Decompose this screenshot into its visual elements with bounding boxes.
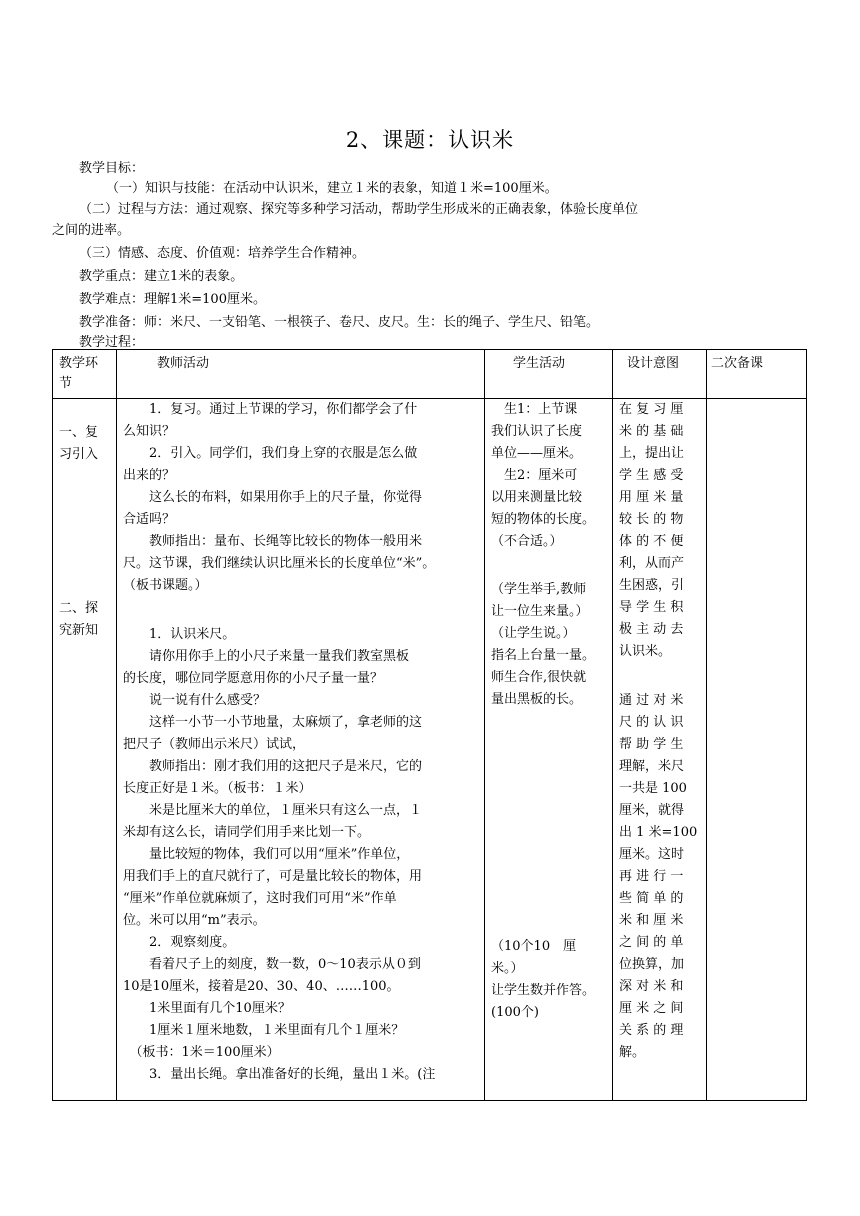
teacher-line: 看着尺子上的刻度，数一数，0～10表示从０到 (123, 957, 421, 972)
student-line: 师生合作,很快就 (491, 670, 587, 685)
student-cell (485, 399, 613, 1101)
lesson-table (52, 349, 807, 1101)
header-stage-line: 节 (59, 376, 73, 391)
header-stage-line: 教学环 (59, 356, 99, 371)
stage-label: 一、复 (59, 425, 99, 440)
design-line: 再 进 行 一 (619, 869, 684, 884)
student-line: 量出黑板的长。 (491, 692, 583, 707)
teacher-cell (117, 399, 485, 1101)
teacher-line: 么知识？ (123, 424, 176, 439)
intro-line: （二）过程与方法：通过观察、探究等多种学习活动，帮助学生形成米的正确表象，体验长度单位 (79, 202, 639, 217)
design-line: 米 和 厘 米 (619, 913, 684, 928)
design-line: 解。 (619, 1045, 646, 1060)
design-line: 厘米。这时 (619, 847, 685, 862)
design-line: 位换算，加 (619, 957, 685, 972)
teacher-line: 2．引入。同学们，我们身上穿的衣服是怎么做 (123, 446, 418, 461)
teacher-line: 1米里面有几个10厘米？ (123, 1001, 291, 1016)
teacher-line: 10是10厘米，接着是20、30、40、……100。 (123, 979, 400, 994)
student-line: 让一位生来量。） (491, 604, 589, 619)
table-header-row (53, 350, 807, 399)
intro-line: 教学重点：建立1米的表象。 (79, 269, 244, 284)
student-line: （学生举手,教师 (491, 582, 587, 597)
design-line: 认识米。 (619, 644, 672, 659)
design-line: 用 厘 米 量 (619, 490, 684, 505)
intro-line: （三）情感、态度、价值观：培养学生合作精神。 (79, 246, 366, 261)
design-line: 较 长 的 物 (619, 512, 684, 527)
teacher-line: 1．认识米尺。 (123, 627, 236, 642)
teacher-line: 长度正好是１米。（板书：１米） (123, 781, 312, 796)
header-teacher (117, 350, 485, 399)
design-line: 通 过 对 米 (619, 693, 684, 708)
student-line: 让学生数并作答。 (491, 983, 596, 998)
design-line: 导 学 生 积 (619, 600, 684, 615)
design-line: 些 简 单 的 (619, 891, 684, 906)
student-line: 生1：上节课 (491, 402, 578, 417)
design-line: 尺 的 认 识 (619, 715, 684, 730)
intro-line: 教学过程： (79, 335, 145, 350)
page-title: 2、课题：认识米 (345, 128, 515, 152)
table-body-row (53, 399, 807, 1101)
header-design-label: 设计意图 (627, 356, 680, 371)
student-line: （不合适。） (491, 534, 563, 549)
stage-label: 习引入 (59, 447, 99, 462)
header-teacher-label: 教师活动 (157, 356, 210, 371)
teacher-line: 教师指出：刚才我们用的这把尺子是米尺，它的 (123, 759, 423, 774)
design-line: 上，提出让 (619, 446, 685, 461)
header-student (485, 350, 613, 399)
design-line: 学 生 感 受 (619, 468, 684, 483)
design-line: 厘米，就得 (619, 803, 685, 818)
student-line: 我们认识了长度 (491, 424, 583, 439)
header-revision-label: 二次备课 (711, 356, 764, 371)
intro-line: 教学目标： (79, 161, 145, 176)
student-line: 短的物体的长度。 (491, 512, 596, 527)
design-line: 关 系 的 理 (619, 1023, 684, 1038)
teacher-line: 教师指出：量布、长绳等比较长的物体一般用米 (123, 534, 423, 549)
teacher-line: 尺。这节课，我们继续认识比厘米长的长度单位“米”。 (123, 556, 436, 571)
teacher-line: 1厘米１厘米地数，１米里面有几个１厘米？ (123, 1023, 405, 1038)
design-line: 深 对 米 和 (619, 979, 684, 994)
design-line: 厘 米 之 间 (619, 1001, 684, 1016)
student-line: （10个10 厘 (491, 939, 577, 954)
design-line: 理解，米尺 (619, 759, 685, 774)
teacher-line: 用我们手上的直尺就行了，可是量比较长的物体，用 (123, 869, 423, 884)
stage-label: 究新知 (59, 623, 99, 638)
teacher-line: “厘米”作单位就麻烦了，这时我们可用“米”作单 (123, 891, 397, 906)
teacher-line: 2．观察刻度。 (123, 935, 236, 950)
header-student-label: 学生活动 (513, 356, 566, 371)
intro-line: （一）知识与技能：在活动中认识米，建立１米的表象，知道１米=100厘米。 (106, 181, 558, 196)
teacher-line: 把尺子（教师出示米尺）试试， (123, 737, 306, 752)
revision-cell (707, 399, 807, 1101)
design-line: 体 的 不 便 (619, 534, 684, 549)
teacher-line: 合适吗？ (123, 512, 176, 527)
student-line: 指名上台量一量。 (491, 648, 596, 663)
teacher-line: （板书课题。） (123, 578, 208, 593)
header-revision (707, 350, 807, 399)
intro-line: 之间的进率。 (52, 223, 131, 238)
student-line: 生2：厘米可 (491, 468, 578, 483)
teacher-line: 这样一小节一小节地量，太麻烦了，拿老师的这 (123, 715, 423, 730)
teacher-line: 出来的？ (123, 468, 176, 483)
teacher-line: 请你用你手上的小尺子来量一量我们教室黑板 (123, 649, 410, 664)
teacher-line: 量比较短的物体，我们可以用“厘米”作单位， (123, 847, 410, 862)
header-stage (53, 350, 117, 399)
design-line: 利，从而产 (619, 556, 685, 571)
design-line: 在 复 习 厘 (619, 402, 684, 417)
student-line: 米。） (491, 961, 524, 976)
teacher-line: 说一说有什么感受？ (123, 693, 267, 708)
teacher-line: （板书：1米＝100厘米） (123, 1045, 280, 1060)
stage-cell (53, 399, 117, 1101)
design-line: 出 1 米=100 (619, 825, 698, 840)
teacher-line: 位。米可以用“m”表示。 (123, 913, 266, 928)
teacher-line: 3．量出长绳。拿出准备好的长绳，量出１米。(注 (123, 1067, 436, 1082)
header-design (613, 350, 707, 399)
design-cell (613, 399, 707, 1101)
teacher-line: 的长度，哪位同学愿意用你的小尺子量一量？ (123, 671, 384, 686)
design-line: 一共是 100 (619, 781, 687, 796)
teacher-line: 米是比厘米大的单位，１厘米只有这么一点，１ (123, 803, 423, 818)
teacher-line: 这么长的布料，如果用你手上的尺子量，你觉得 (123, 490, 423, 505)
student-line: (100个) (491, 1005, 539, 1020)
design-line: 极 主 动 去 (619, 622, 684, 637)
student-line: 单位——厘米。 (491, 446, 583, 461)
student-line: 以用来测量比较 (491, 490, 583, 505)
teacher-line: 米却有这么长，请同学们用手来比划一下。 (123, 825, 371, 840)
design-line: 之 间 的 单 (619, 935, 684, 950)
student-line: （让学生说。） (491, 626, 576, 641)
teacher-line: 1．复习。通过上节课的学习，你们都学会了什 (123, 402, 418, 417)
intro-line: 教学准备：师：米尺、一支铅笔、一根筷子、卷尺、皮尺。生：长的绳子、学生尺、铅笔。 (79, 315, 600, 330)
design-line: 生困惑，引 (619, 578, 685, 593)
design-line: 米 的 基 础 (619, 424, 684, 439)
intro-line: 教学难点：理解1米=100厘米。 (79, 292, 266, 307)
design-line: 帮 助 学 生 (619, 737, 684, 752)
stage-label: 二、探 (59, 601, 99, 616)
